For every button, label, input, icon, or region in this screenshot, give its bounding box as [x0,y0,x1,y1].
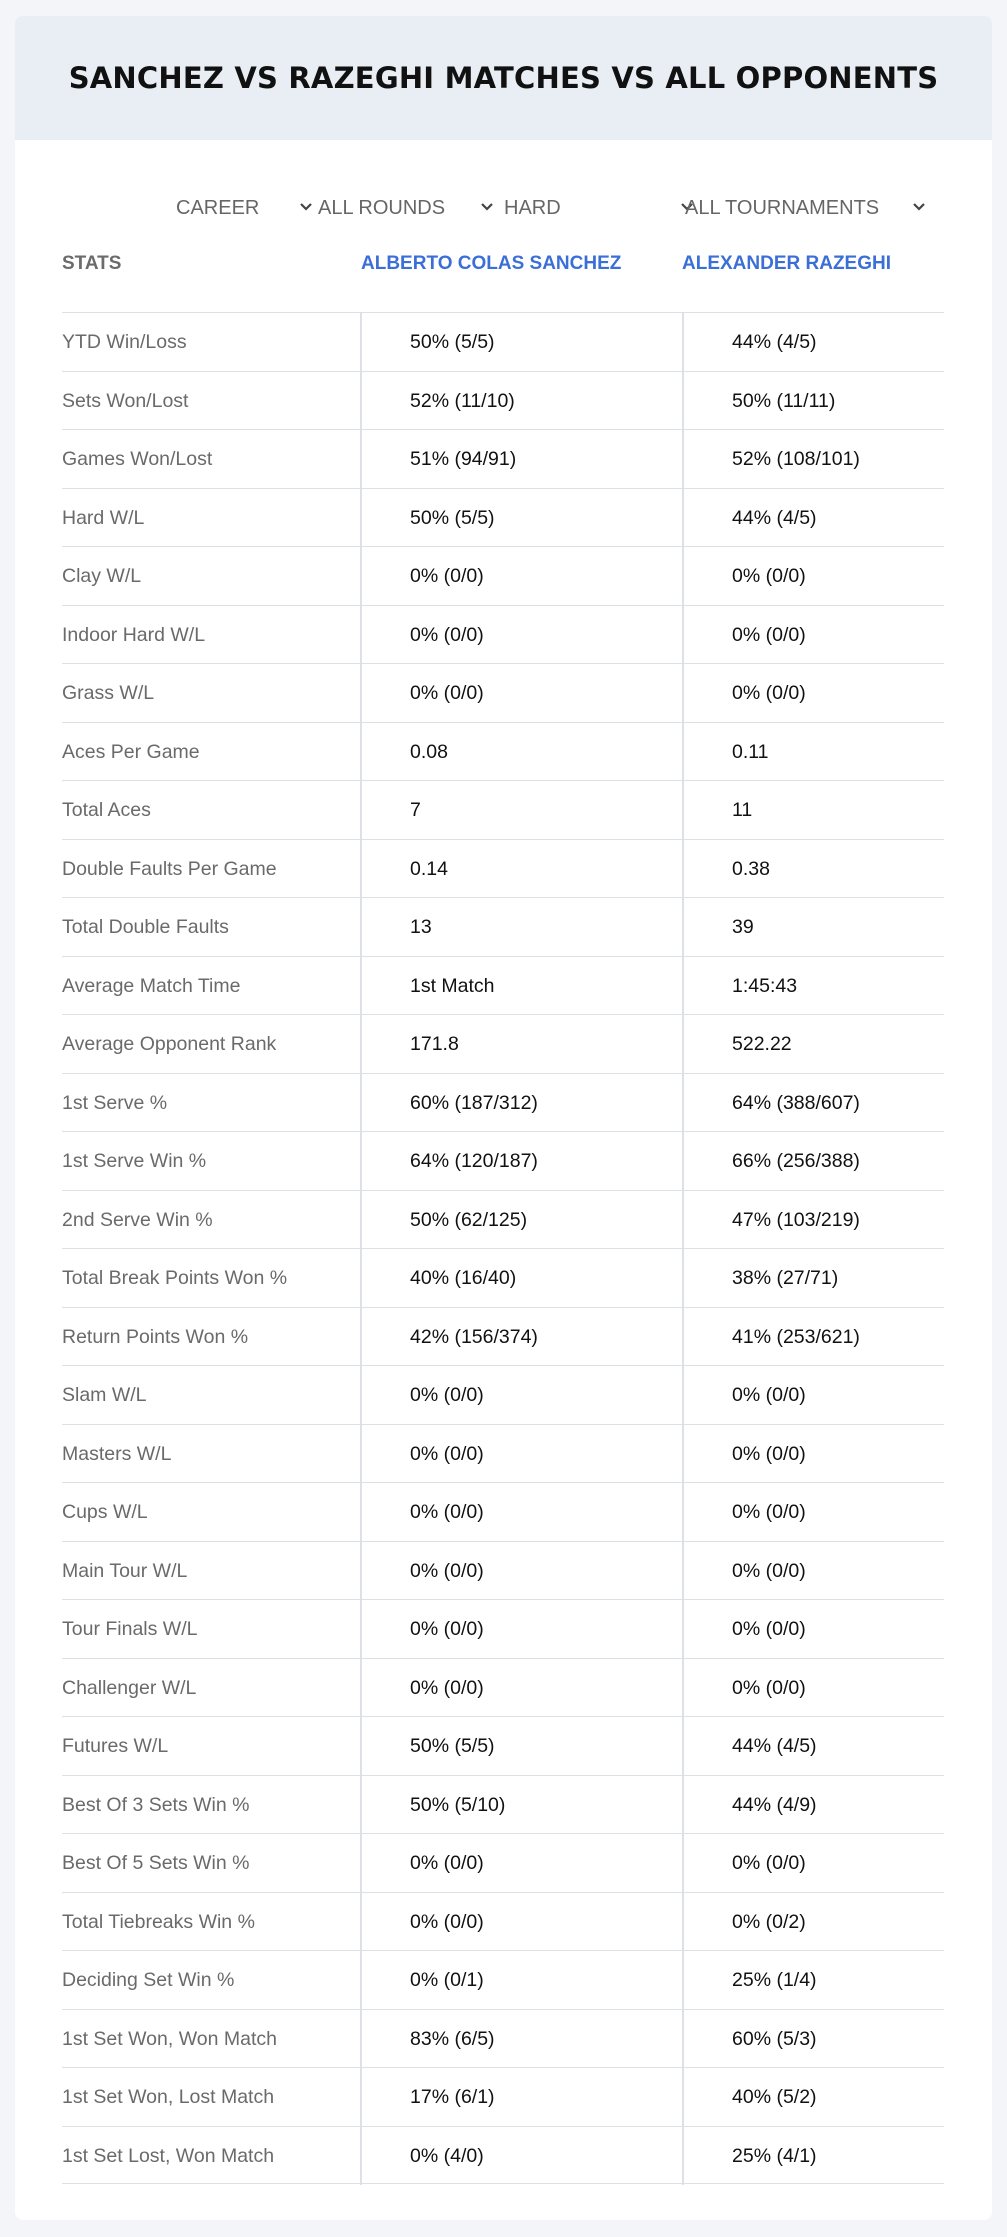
table-row [62,780,944,839]
stat-label: Double Faults Per Game [62,857,277,880]
stat-label: YTD Win/Loss [62,331,187,353]
player2-stat-value: 44% (4/9) [682,1776,944,1835]
stat-label: Best Of 3 Sets Win % [62,1793,250,1816]
player1-stat-value: 0% (0/0) [360,1600,682,1659]
player1-stat-value: 17% (6/1) [360,2068,682,2127]
player2-stat-value: 0% (0/0) [682,1542,944,1601]
player2-name-link[interactable]: ALEXANDER RAZEGHI [682,253,892,274]
player1-stat-value: 0% (0/0) [360,1834,682,1893]
stat-label: Total Aces [62,799,151,821]
stat-label: Return Points Won % [62,1325,249,1348]
table-row [62,1892,944,1951]
player2-stat-value: 41% (253/621) [682,1308,944,1367]
table-row [62,1775,944,1834]
table-row [62,1658,944,1717]
stat-label: Main Tour W/L [62,1559,188,1582]
player2-stat-value: 0% (0/0) [682,1483,944,1542]
page-title: SANCHEZ VS RAZEGHI MATCHES VS ALL OPPONENTS [68,61,939,95]
player1-stat-value: 1st Match [360,957,682,1016]
player2-stat-value: 44% (4/5) [682,489,944,548]
player1-stat-value: 64% (120/187) [360,1132,682,1191]
player2-stat-value: 64% (388/607) [682,1074,944,1133]
stat-label: Games Won/Lost [62,448,213,470]
chevron-down-icon [910,198,928,216]
table-row [62,1190,944,1249]
player1-stat-value: 51% (94/91) [360,430,682,489]
stat-label: 1st Set Won, Lost Match [62,2086,275,2108]
table-row [62,2009,944,2068]
stat-label: Deciding Set Win % [62,1969,235,1991]
table-row [62,1482,944,1541]
player2-stat-value: 50% (11/11) [682,372,944,431]
stat-label: 1st Serve % [62,1091,168,1114]
player2-stat-value: 52% (108/101) [682,430,944,489]
player1-stat-value: 60% (187/312) [360,1074,682,1133]
stat-label: Tour Finals W/L [62,1618,198,1640]
player2-stat-value: 0% (0/0) [682,547,944,606]
player2-stat-value: 40% (5/2) [682,2068,944,2127]
player1-stat-value: 0% (0/0) [360,664,682,723]
player2-stat-value: 66% (256/388) [682,1132,944,1191]
player1-stat-value: 40% (16/40) [360,1249,682,1308]
table-row [62,546,944,605]
player1-stat-value: 0% (0/0) [360,606,682,665]
player1-stat-value: 0% (4/0) [360,2127,682,2186]
stat-label: Challenger W/L [62,1676,197,1699]
table-row [62,605,944,664]
player1-stat-value: 0.14 [360,840,682,899]
table-row [62,897,944,956]
player1-stat-value: 52% (11/10) [360,372,682,431]
stat-label: Clay W/L [62,565,142,587]
player1-stat-value: 50% (5/5) [360,313,682,372]
player2-stat-value: 25% (1/4) [682,1951,944,2010]
player2-stat-value: 0% (0/0) [682,1366,944,1425]
player1-stat-value: 0% (0/0) [360,1893,682,1952]
player1-stat-value: 0% (0/0) [360,1542,682,1601]
stat-label: Cups W/L [62,1501,148,1523]
stat-label: Aces Per Game [62,740,200,763]
player2-stat-value: 47% (103/219) [682,1191,944,1250]
player2-stat-value: 0% (0/0) [682,1834,944,1893]
player2-stat-value: 1:45:43 [682,957,944,1016]
table-row [62,722,944,781]
player1-stat-value: 13 [360,898,682,957]
chevron-down-icon [297,198,315,216]
stat-label: Hard W/L [62,506,145,529]
player2-stat-value: 25% (4/1) [682,2127,944,2186]
table-row [62,1424,944,1483]
player1-stat-value: 50% (62/125) [360,1191,682,1250]
stats-card [15,16,992,2220]
stat-label: Total Break Points Won % [62,1267,288,1289]
filter-tournaments-select[interactable] [685,188,935,228]
stat-label: Grass W/L [62,682,155,704]
table-row [62,2126,944,2185]
filter-bar [15,188,992,228]
table-row [62,1307,944,1366]
stat-label: 1st Set Won, Won Match [62,2027,277,2050]
player1-stat-value: 42% (156/374) [360,1308,682,1367]
player2-stat-value: 0% (0/0) [682,1425,944,1484]
table-row [62,488,944,547]
player2-stat-value: 44% (4/5) [682,313,944,372]
player1-stat-value: 50% (5/5) [360,1717,682,1776]
stats-column-header: STATS [62,253,122,274]
table-row [62,1599,944,1658]
stat-label: Best Of 5 Sets Win % [62,1852,250,1874]
chevron-down-icon [478,198,496,216]
table-row [62,371,944,430]
stat-label: Indoor Hard W/L [62,623,206,646]
player2-stat-value: 11 [682,781,944,840]
player2-stat-value: 39 [682,898,944,957]
player1-stat-value: 0% (0/0) [360,547,682,606]
table-row [62,2067,944,2126]
player2-stat-value: 44% (4/5) [682,1717,944,1776]
player2-stat-value: 0% (0/2) [682,1893,944,1952]
table-row [62,956,944,1015]
stat-label: Masters W/L [62,1442,172,1465]
player1-stat-value: 0% (0/0) [360,1483,682,1542]
player2-stat-value: 0% (0/0) [682,1659,944,1718]
table-row [62,1131,944,1190]
stats-table [62,312,944,2184]
player2-stat-value: 0.11 [682,723,944,782]
stats-table-header [15,253,992,283]
player2-stat-value: 0% (0/0) [682,664,944,723]
player1-name-link[interactable]: ALBERTO COLAS SANCHEZ [361,253,622,274]
table-row [62,1541,944,1600]
player1-stat-value: 7 [360,781,682,840]
stat-label: Total Tiebreaks Win % [62,1910,255,1933]
player2-stat-value: 38% (27/71) [682,1249,944,1308]
player1-stat-value: 0% (0/1) [360,1951,682,2010]
table-row [62,1248,944,1307]
table-row [62,1833,944,1892]
stat-label: Total Double Faults [62,916,229,938]
player1-stat-value: 0% (0/0) [360,1659,682,1718]
card-header [15,16,992,140]
player2-stat-value: 0% (0/0) [682,1600,944,1659]
player2-stat-value: 0% (0/0) [682,606,944,665]
stat-label: Sets Won/Lost [62,389,189,412]
filter-label: ALL ROUNDS [318,196,446,219]
table-row [62,1365,944,1424]
filter-surface-select[interactable] [504,188,702,228]
player2-stat-value: 522.22 [682,1015,944,1074]
filter-career-select[interactable] [176,188,316,228]
player1-stat-value: 50% (5/5) [360,489,682,548]
player1-stat-value: 171.8 [360,1015,682,1074]
player1-stat-value: 50% (5/10) [360,1776,682,1835]
filter-label: CAREER [176,196,260,219]
table-row [62,839,944,898]
player1-stat-value: 0% (0/0) [360,1366,682,1425]
table-row [62,1014,944,1073]
stat-label: Slam W/L [62,1384,147,1406]
stat-label: 1st Set Lost, Won Match [62,2144,275,2167]
player1-stat-value: 0.08 [360,723,682,782]
player2-stat-value: 0.38 [682,840,944,899]
table-row [62,1073,944,1132]
filter-rounds-select[interactable] [318,188,500,228]
stat-label: Average Match Time [62,974,241,997]
stat-label: 1st Serve Win % [62,1150,207,1172]
player1-stat-value: 83% (6/5) [360,2010,682,2069]
filter-label: ALL TOURNAMENTS [685,196,880,219]
table-row [62,1950,944,2009]
table-row [62,663,944,722]
table-row [62,1716,944,1775]
table-row [62,429,944,488]
player2-stat-value: 60% (5/3) [682,2010,944,2069]
stat-label: 2nd Serve Win % [62,1208,213,1231]
table-row [62,312,944,371]
player1-stat-value: 0% (0/0) [360,1425,682,1484]
stat-label: Average Opponent Rank [62,1033,277,1055]
stat-label: Futures W/L [62,1735,169,1757]
filter-label: HARD [504,196,561,219]
